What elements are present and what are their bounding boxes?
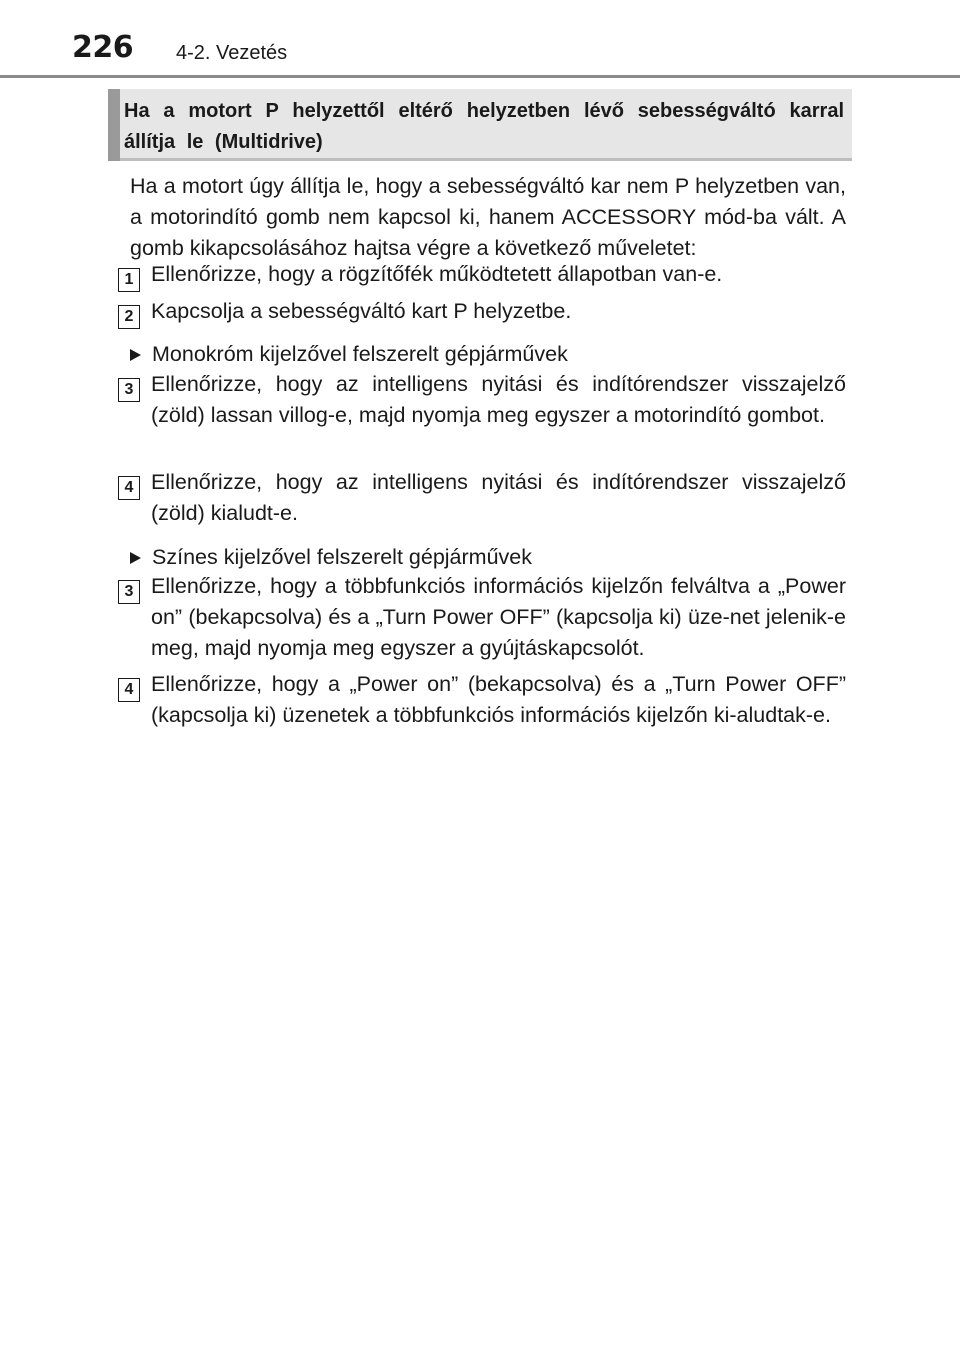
intro-paragraph: Ha a motort úgy állítja le, hogy a sebességváltó kar nem P helyzetben van, a motorindító gomb nem kapcsol ki, hanem ACCESSORY mód-ba vált. A gomb kikapcsolásához hajtsa végre a következő műveletet: [130, 174, 846, 260]
step-number-badge: 4 [118, 678, 140, 702]
step-number-badge: 1 [118, 268, 140, 292]
section-label: 4-2. Vezetés [176, 42, 288, 64]
subheading-text: Színes kijelzővel felszerelt gépjárművek [152, 545, 532, 569]
step-number-badge: 3 [118, 378, 140, 402]
step-text: Ellenőrizze, hogy az intelligens nyitási és indítórendszer visszajelző (zöld) kialudt-e. [151, 470, 846, 525]
page-header [0, 0, 960, 78]
title-accent-bar [108, 89, 120, 161]
step-number-badge: 2 [118, 305, 140, 329]
triangle-bullet-icon [130, 349, 141, 361]
page-number: 226 [72, 30, 134, 65]
triangle-bullet-icon [130, 552, 141, 564]
step-number-badge: 3 [118, 580, 140, 604]
step-text: Kapcsolja a sebességváltó kart P helyzetbe. [151, 299, 572, 323]
section-title: Ha a motort P helyzettől eltérő helyzetben lévő sebességváltó karral állítja le (Multidrive) [124, 100, 844, 153]
header-divider [0, 75, 960, 78]
step-text: Ellenőrizze, hogy a többfunkciós információs kijelzőn felváltva a „Power on” (bekapcsolva) és a „Turn Power OFF” (kapcsolja ki) üze-net jelenik-e meg, majd nyomja meg egyszer a gyújtáskapcsolót. [151, 574, 846, 660]
subheading-text: Monokróm kijelzővel felszerelt gépjárművek [152, 342, 568, 366]
step-text: Ellenőrizze, hogy az intelligens nyitási és indítórendszer visszajelző (zöld) lassan villog-e, majd nyomja meg egyszer a motorindító gombot. [151, 372, 846, 427]
step-text: Ellenőrizze, hogy a rögzítőfék működtetett állapotban van-e. [151, 262, 723, 286]
step-number-badge: 4 [118, 476, 140, 500]
step-text: Ellenőrizze, hogy a „Power on” (bekapcsolva) és a „Turn Power OFF” (kapcsolja ki) üzenetek a többfunkciós információs kijelzőn ki-aludtak-e. [151, 672, 846, 727]
